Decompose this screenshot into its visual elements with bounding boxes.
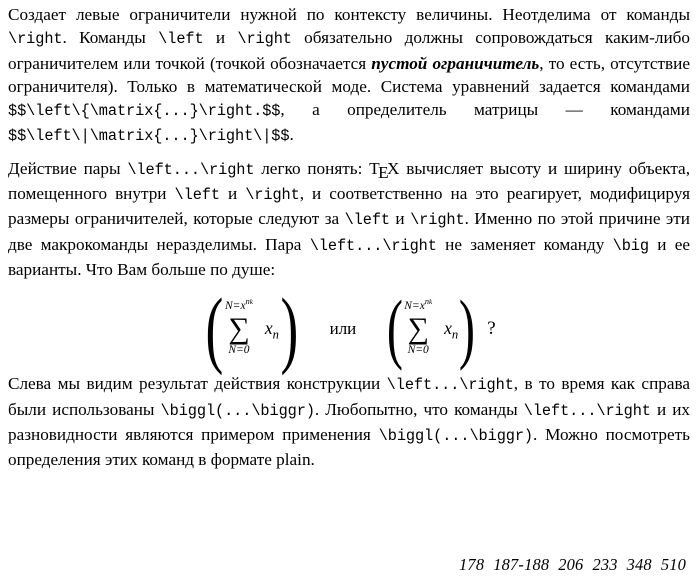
code-span: \right [410, 211, 465, 230]
formula-right-expression [382, 284, 496, 372]
right-paren-delimiter: ) [280, 280, 299, 377]
right-bigg-paren-delimiter: ) [459, 284, 476, 372]
code-span: \left...\right [127, 160, 255, 179]
code-span: \left [158, 30, 204, 49]
left-paren-delimiter: ( [205, 280, 224, 377]
paragraph-3: Слева мы видим результат действия конструкции \left...\right, в то время как справа были использованы \biggl(...\biggr). Любопытно, что команды \left...\right и их разновидности являются примером применения \biggl(...\biggr). Можно посмотреть определения этих команд в формате plain. [8, 374, 691, 470]
sum-upper-limit: $N=x^{nk}$ [404, 297, 433, 313]
code-span: \right [237, 30, 292, 49]
summation-left [225, 297, 253, 356]
code-span: \left [344, 211, 390, 230]
code-span: \left...\right [386, 376, 514, 395]
code-span: $$\left\{\matrix{...}\right.$$ [8, 102, 281, 121]
page-ref: 348 [626, 555, 652, 574]
page-ref: 510 [660, 555, 686, 574]
emphasis-span: пустой ограничитель [371, 53, 540, 73]
code-span: \left...\right [309, 236, 437, 255]
sum-upper-limit: $N=x^{nk}$ [225, 297, 253, 313]
paragraph-2: Действие пары \left...\right легко понять: TEX вычисляет высоту и ширину объекта, помещенного внутри \left и \right, и соответственно на это реагирует, модифицируя размеры ограничителей, которые следуют за \left и \right. Именно по этой причине эти две макрокоманды неразделимы. Пара \left...\right не заменяет команду \big и ее варианты. Что Вам больше по душе: [8, 158, 690, 279]
formula-question-mark: ? [487, 317, 496, 339]
page-ref: 233 [592, 555, 618, 574]
page-ref: 206 [558, 555, 584, 574]
sum-symbol: ∑ [407, 311, 429, 345]
left-bigg-paren-delimiter: ( [387, 284, 404, 372]
code-span: \left [174, 186, 220, 205]
footer-page-references [459, 555, 686, 575]
summand-right: $x_n$ [444, 318, 459, 342]
document-page [0, 3, 696, 577]
page-ref: 178 [459, 555, 485, 574]
code-span: \right [8, 30, 63, 49]
tex-logo: TEX [369, 158, 400, 182]
formula-connector: или [329, 318, 357, 338]
code-span: $$\left\|\matrix{...}\right\|$$ [8, 127, 290, 146]
formula-left-expression [200, 280, 303, 377]
code-span: \left...\right [523, 401, 651, 420]
sum-symbol: ∑ [228, 311, 250, 345]
summand-left: $x_n$ [264, 318, 279, 342]
paragraph-1: Создает левые ограничители нужной по контексту величины. Неотделима от команды \right. Команды \left и \right обязательно должны сопровождаться каким-либо ограничителем или точкой (точкой обозначается пустой ограничитель, то есть, отсутствие ограничителя). Только в математической моде. Система уравнений задается командами $$\left\{\matrix{...}\right.$$, а определитель матрицы — командами $$\left\|\matrix{...}\right\|$$. [8, 5, 690, 146]
code-span: \right [245, 186, 300, 205]
sum-lower-limit: N=0 [228, 343, 250, 356]
page-ref: 187-188 [493, 555, 550, 574]
math-formula-display [0, 280, 696, 377]
code-span: \biggl(...\biggr) [160, 401, 315, 420]
code-span: \big [612, 236, 649, 255]
sum-lower-limit: N=0 [407, 343, 429, 356]
summation-right [404, 297, 433, 356]
code-span: \biggl(...\biggr) [378, 426, 534, 445]
